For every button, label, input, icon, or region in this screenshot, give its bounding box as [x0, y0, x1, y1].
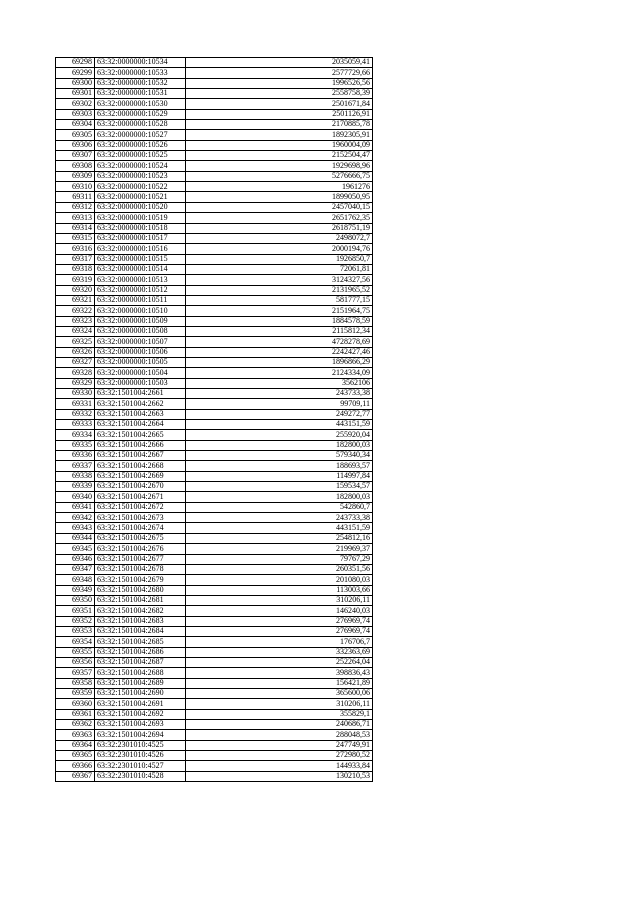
- table-row: [56, 254, 373, 264]
- table-row: [56, 575, 373, 585]
- row-number-cell: 69312: [56, 202, 95, 212]
- table-row: [56, 357, 373, 367]
- cadastral-number-cell: 63:32:1501004:2665: [95, 430, 186, 440]
- cadastral-value-cell: 79767,29: [186, 554, 373, 564]
- row-number-cell: 69302: [56, 99, 95, 109]
- cadastral-number-cell: 63:32:1501004:2680: [95, 585, 186, 595]
- row-number-cell: 69322: [56, 306, 95, 316]
- row-number-cell: 69299: [56, 68, 95, 78]
- cadastral-number-cell: 63:32:0000000:10512: [95, 285, 186, 295]
- row-number-cell: 69345: [56, 544, 95, 554]
- table-row: [56, 451, 373, 461]
- table-row: [56, 533, 373, 543]
- cadastral-number-cell: 63:32:0000000:10517: [95, 233, 186, 243]
- row-number-cell: 69326: [56, 347, 95, 357]
- cadastral-number-cell: 63:32:1501004:2694: [95, 730, 186, 740]
- cadastral-value-cell: 1884578,59: [186, 316, 373, 326]
- row-number-cell: 69318: [56, 264, 95, 274]
- cadastral-number-cell: 63:32:0000000:10528: [95, 120, 186, 130]
- cadastral-number-cell: 63:32:1501004:2673: [95, 513, 186, 523]
- row-number-cell: 69357: [56, 668, 95, 678]
- cadastral-number-cell: 63:32:0000000:10520: [95, 202, 186, 212]
- row-number-cell: 69350: [56, 595, 95, 605]
- table-row: [56, 709, 373, 719]
- cadastral-value-cell: 249272,77: [186, 409, 373, 419]
- table-row: [56, 326, 373, 336]
- table-row: [56, 347, 373, 357]
- cadastral-value-cell: 146240,03: [186, 606, 373, 616]
- cadastral-number-cell: 63:32:0000000:10519: [95, 213, 186, 223]
- row-number-cell: 69298: [56, 58, 95, 68]
- cadastral-value-cell: 114997,84: [186, 471, 373, 481]
- cadastral-value-cell: 252264,04: [186, 657, 373, 667]
- cadastral-number-cell: 63:32:0000000:10509: [95, 316, 186, 326]
- cadastral-number-cell: 63:32:0000000:10534: [95, 58, 186, 68]
- cadastral-number-cell: 63:32:1501004:2663: [95, 409, 186, 419]
- cadastral-value-cell: 72061,81: [186, 264, 373, 274]
- table-row: [56, 68, 373, 78]
- row-number-cell: 69351: [56, 606, 95, 616]
- row-number-cell: 69337: [56, 461, 95, 471]
- table-row: [56, 182, 373, 192]
- cadastral-number-cell: 63:32:0000000:10525: [95, 151, 186, 161]
- row-number-cell: 69363: [56, 730, 95, 740]
- cadastral-value-cell: 130210,53: [186, 771, 373, 781]
- row-number-cell: 69335: [56, 440, 95, 450]
- table-body: [56, 58, 373, 782]
- row-number-cell: 69359: [56, 688, 95, 698]
- cadastral-value-cell: 2131965,52: [186, 285, 373, 295]
- cadastral-value-cell: 113003,66: [186, 585, 373, 595]
- cadastral-number-cell: 63:32:1501004:2678: [95, 564, 186, 574]
- table-row: [56, 78, 373, 88]
- table-row: [56, 140, 373, 150]
- table-row: [56, 89, 373, 99]
- table-row: [56, 389, 373, 399]
- table-row: [56, 58, 373, 68]
- cadastral-number-cell: 63:32:0000000:10515: [95, 254, 186, 264]
- row-number-cell: 69305: [56, 130, 95, 140]
- cadastral-value-cell: 2151964,75: [186, 306, 373, 316]
- row-number-cell: 69309: [56, 171, 95, 181]
- cadastral-number-cell: 63:32:1501004:2677: [95, 554, 186, 564]
- cadastral-number-cell: 63:32:0000000:10504: [95, 368, 186, 378]
- cadastral-value-cell: 1892305,91: [186, 130, 373, 140]
- table-row: [56, 502, 373, 512]
- cadastral-number-cell: 63:32:1501004:2662: [95, 399, 186, 409]
- cadastral-number-cell: 63:32:0000000:10514: [95, 264, 186, 274]
- cadastral-value-cell: 5276666,75: [186, 171, 373, 181]
- row-number-cell: 69352: [56, 616, 95, 626]
- row-number-cell: 69308: [56, 161, 95, 171]
- cadastral-value-cell: 99709,11: [186, 399, 373, 409]
- cadastral-value-cell: 332363,69: [186, 647, 373, 657]
- cadastral-value-cell: 365600,06: [186, 688, 373, 698]
- row-number-cell: 69332: [56, 409, 95, 419]
- table-row: [56, 751, 373, 761]
- row-number-cell: 69349: [56, 585, 95, 595]
- table-row: [56, 761, 373, 771]
- row-number-cell: 69304: [56, 120, 95, 130]
- row-number-cell: 69354: [56, 637, 95, 647]
- table-row: [56, 399, 373, 409]
- cadastral-value-cell: 4728278,69: [186, 337, 373, 347]
- cadastral-value-cell: 2457040,15: [186, 202, 373, 212]
- table-row: [56, 337, 373, 347]
- cadastral-value-cell: 2115812,34: [186, 326, 373, 336]
- table-row: [56, 699, 373, 709]
- cadastral-value-cell: 2124334,09: [186, 368, 373, 378]
- table-row: [56, 161, 373, 171]
- table-row: [56, 668, 373, 678]
- table-row: [56, 285, 373, 295]
- cadastral-value-cell: 2000194,76: [186, 244, 373, 254]
- row-number-cell: 69315: [56, 233, 95, 243]
- row-number-cell: 69320: [56, 285, 95, 295]
- cadastral-number-cell: 63:32:1501004:2668: [95, 461, 186, 471]
- cadastral-number-cell: 63:32:0000000:10522: [95, 182, 186, 192]
- cadastral-value-cell: 398836,43: [186, 668, 373, 678]
- row-number-cell: 69358: [56, 678, 95, 688]
- table-row: [56, 440, 373, 450]
- cadastral-value-cell: 156421,89: [186, 678, 373, 688]
- table-row: [56, 213, 373, 223]
- cadastral-value-cell: 2501126,91: [186, 109, 373, 119]
- table-row: [56, 316, 373, 326]
- table-row: [56, 275, 373, 285]
- cadastral-value-cell: 2501671,84: [186, 99, 373, 109]
- cadastral-value-cell: 443151,59: [186, 523, 373, 533]
- row-number-cell: 69310: [56, 182, 95, 192]
- table-row: [56, 523, 373, 533]
- cadastral-value-cell: 254812,16: [186, 533, 373, 543]
- row-number-cell: 69365: [56, 751, 95, 761]
- table-row: [56, 606, 373, 616]
- cadastral-value-cell: 1929698,96: [186, 161, 373, 171]
- cadastral-number-cell: 63:32:0000000:10523: [95, 171, 186, 181]
- table-row: [56, 720, 373, 730]
- cadastral-number-cell: 63:32:1501004:2679: [95, 575, 186, 585]
- row-number-cell: 69341: [56, 502, 95, 512]
- cadastral-number-cell: 63:32:2301010:4525: [95, 740, 186, 750]
- row-number-cell: 69317: [56, 254, 95, 264]
- row-number-cell: 69316: [56, 244, 95, 254]
- row-number-cell: 69340: [56, 492, 95, 502]
- cadastral-number-cell: 63:32:0000000:10505: [95, 357, 186, 367]
- cadastral-value-cell: 182800,03: [186, 440, 373, 450]
- table-row: [56, 420, 373, 430]
- table-row: [56, 120, 373, 130]
- row-number-cell: 69301: [56, 89, 95, 99]
- row-number-cell: 69311: [56, 192, 95, 202]
- table-row: [56, 492, 373, 502]
- cadastral-value-cell: 2618751,19: [186, 223, 373, 233]
- cadastral-value-cell: 1961276: [186, 182, 373, 192]
- row-number-cell: 69327: [56, 357, 95, 367]
- table-row: [56, 647, 373, 657]
- table-row: [56, 378, 373, 388]
- cadastral-value-cell: 310206,11: [186, 595, 373, 605]
- row-number-cell: 69319: [56, 275, 95, 285]
- cadastral-number-cell: 63:32:1501004:2675: [95, 533, 186, 543]
- cadastral-number-cell: 63:32:0000000:10506: [95, 347, 186, 357]
- cadastral-value-cell: 276969,74: [186, 626, 373, 636]
- cadastral-value-cell: 176706,7: [186, 637, 373, 647]
- cadastral-value-cell: 188693,57: [186, 461, 373, 471]
- row-number-cell: 69346: [56, 554, 95, 564]
- cadastral-number-cell: 63:32:1501004:2685: [95, 637, 186, 647]
- cadastral-value-cell: 243733,38: [186, 513, 373, 523]
- row-number-cell: 69334: [56, 430, 95, 440]
- cadastral-value-cell: 542860,7: [186, 502, 373, 512]
- row-number-cell: 69344: [56, 533, 95, 543]
- cadastral-number-cell: 63:32:1501004:2689: [95, 678, 186, 688]
- cadastral-value-cell: 219969,37: [186, 544, 373, 554]
- table-row: [56, 513, 373, 523]
- cadastral-number-cell: 63:32:1501004:2670: [95, 482, 186, 492]
- cadastral-number-cell: 63:32:1501004:2661: [95, 389, 186, 399]
- cadastral-number-cell: 63:32:1501004:2692: [95, 709, 186, 719]
- table-row: [56, 109, 373, 119]
- cadastral-number-cell: 63:32:1501004:2684: [95, 626, 186, 636]
- cadastral-number-cell: 63:32:0000000:10530: [95, 99, 186, 109]
- cadastral-value-cell: 201080,03: [186, 575, 373, 585]
- cadastral-value-cell: 3124327,56: [186, 275, 373, 285]
- cadastral-number-cell: 63:32:0000000:10532: [95, 78, 186, 88]
- cadastral-number-cell: 63:32:0000000:10510: [95, 306, 186, 316]
- row-number-cell: 69314: [56, 223, 95, 233]
- row-number-cell: 69343: [56, 523, 95, 533]
- row-number-cell: 69339: [56, 482, 95, 492]
- cadastral-value-cell: 2651762,35: [186, 213, 373, 223]
- row-number-cell: 69303: [56, 109, 95, 119]
- cadastral-value-cell: 288048,53: [186, 730, 373, 740]
- cadastral-value-cell: 159534,57: [186, 482, 373, 492]
- cadastral-value-cell: 240686,71: [186, 720, 373, 730]
- row-number-cell: 69342: [56, 513, 95, 523]
- cadastral-value-cell: 581777,15: [186, 295, 373, 305]
- cadastral-number-cell: 63:32:0000000:10503: [95, 378, 186, 388]
- cadastral-value-cell: 272980,52: [186, 751, 373, 761]
- table-row: [56, 637, 373, 647]
- cadastral-number-cell: 63:32:2301010:4527: [95, 761, 186, 771]
- cadastral-value-cell: 579340,34: [186, 451, 373, 461]
- cadastral-value-cell: 1960004,09: [186, 140, 373, 150]
- cadastral-number-cell: 63:32:0000000:10529: [95, 109, 186, 119]
- cadastral-number-cell: 63:32:1501004:2674: [95, 523, 186, 533]
- cadastral-value-cell: 2152504,47: [186, 151, 373, 161]
- row-number-cell: 69348: [56, 575, 95, 585]
- table-row: [56, 306, 373, 316]
- table-row: [56, 771, 373, 781]
- table-row: [56, 430, 373, 440]
- table-row: [56, 130, 373, 140]
- row-number-cell: 69364: [56, 740, 95, 750]
- cadastral-number-cell: 63:32:0000000:10516: [95, 244, 186, 254]
- table-row: [56, 171, 373, 181]
- table-row: [56, 626, 373, 636]
- table-row: [56, 461, 373, 471]
- cadastral-value-cell: 182800,03: [186, 492, 373, 502]
- table-row: [56, 544, 373, 554]
- row-number-cell: 69362: [56, 720, 95, 730]
- cadastral-number-cell: 63:32:0000000:10508: [95, 326, 186, 336]
- cadastral-number-cell: 63:32:1501004:2686: [95, 647, 186, 657]
- cadastral-value-cell: 2558758,39: [186, 89, 373, 99]
- cadastral-value-cell: 355829,1: [186, 709, 373, 719]
- cadastral-value-cell: 144933,84: [186, 761, 373, 771]
- table-row: [56, 295, 373, 305]
- cadastral-number-cell: 63:32:1501004:2687: [95, 657, 186, 667]
- cadastral-value-table: [55, 57, 373, 782]
- cadastral-value-cell: 260351,56: [186, 564, 373, 574]
- cadastral-number-cell: 63:32:1501004:2683: [95, 616, 186, 626]
- cadastral-number-cell: 63:32:1501004:2664: [95, 420, 186, 430]
- table-row: [56, 657, 373, 667]
- table-row: [56, 616, 373, 626]
- cadastral-number-cell: 63:32:0000000:10521: [95, 192, 186, 202]
- cadastral-number-cell: 63:32:0000000:10507: [95, 337, 186, 347]
- table-row: [56, 202, 373, 212]
- table-row: [56, 192, 373, 202]
- cadastral-number-cell: 63:32:2301010:4526: [95, 751, 186, 761]
- row-number-cell: 69325: [56, 337, 95, 347]
- cadastral-number-cell: 63:32:0000000:10524: [95, 161, 186, 171]
- row-number-cell: 69306: [56, 140, 95, 150]
- table-row: [56, 554, 373, 564]
- cadastral-value-cell: 276969,74: [186, 616, 373, 626]
- cadastral-value-cell: 247749,91: [186, 740, 373, 750]
- cadastral-value-cell: 310206,11: [186, 699, 373, 709]
- table-row: [56, 223, 373, 233]
- cadastral-number-cell: 63:32:2301010:4528: [95, 771, 186, 781]
- cadastral-value-cell: 255920,04: [186, 430, 373, 440]
- row-number-cell: 69330: [56, 389, 95, 399]
- cadastral-value-cell: 1926850,7: [186, 254, 373, 264]
- row-number-cell: 69321: [56, 295, 95, 305]
- row-number-cell: 69353: [56, 626, 95, 636]
- row-number-cell: 69329: [56, 378, 95, 388]
- cadastral-number-cell: 63:32:1501004:2666: [95, 440, 186, 450]
- cadastral-number-cell: 63:32:1501004:2681: [95, 595, 186, 605]
- table-row: [56, 585, 373, 595]
- table-row: [56, 99, 373, 109]
- row-number-cell: 69360: [56, 699, 95, 709]
- cadastral-number-cell: 63:32:0000000:10526: [95, 140, 186, 150]
- cadastral-value-cell: 2577729,66: [186, 68, 373, 78]
- cadastral-value-cell: 1899050,95: [186, 192, 373, 202]
- table-row: [56, 595, 373, 605]
- cadastral-value-cell: 1996526,56: [186, 78, 373, 88]
- row-number-cell: 69324: [56, 326, 95, 336]
- cadastral-value-cell: 2035059,41: [186, 58, 373, 68]
- row-number-cell: 69355: [56, 647, 95, 657]
- table-row: [56, 471, 373, 481]
- cadastral-number-cell: 63:32:1501004:2667: [95, 451, 186, 461]
- table-row: [56, 740, 373, 750]
- cadastral-number-cell: 63:32:0000000:10527: [95, 130, 186, 140]
- row-number-cell: 69361: [56, 709, 95, 719]
- table-row: [56, 264, 373, 274]
- table-row: [56, 233, 373, 243]
- cadastral-number-cell: 63:32:1501004:2688: [95, 668, 186, 678]
- row-number-cell: 69307: [56, 151, 95, 161]
- row-number-cell: 69300: [56, 78, 95, 88]
- cadastral-number-cell: 63:32:0000000:10531: [95, 89, 186, 99]
- cadastral-value-cell: 2242427,46: [186, 347, 373, 357]
- cadastral-number-cell: 63:32:0000000:10518: [95, 223, 186, 233]
- cadastral-number-cell: 63:32:1501004:2669: [95, 471, 186, 481]
- row-number-cell: 69367: [56, 771, 95, 781]
- table-row: [56, 678, 373, 688]
- cadastral-number-cell: 63:32:1501004:2691: [95, 699, 186, 709]
- row-number-cell: 69366: [56, 761, 95, 771]
- cadastral-number-cell: 63:32:1501004:2672: [95, 502, 186, 512]
- table-row: [56, 409, 373, 419]
- table-row: [56, 482, 373, 492]
- table-row: [56, 368, 373, 378]
- row-number-cell: 69313: [56, 213, 95, 223]
- cadastral-number-cell: 63:32:1501004:2690: [95, 688, 186, 698]
- cadastral-value-cell: 2498072,7: [186, 233, 373, 243]
- cadastral-number-cell: 63:32:1501004:2682: [95, 606, 186, 616]
- row-number-cell: 69331: [56, 399, 95, 409]
- table-row: [56, 151, 373, 161]
- cadastral-value-cell: 243733,38: [186, 389, 373, 399]
- row-number-cell: 69333: [56, 420, 95, 430]
- row-number-cell: 69338: [56, 471, 95, 481]
- cadastral-number-cell: 63:32:0000000:10513: [95, 275, 186, 285]
- cadastral-number-cell: 63:32:0000000:10511: [95, 295, 186, 305]
- table-row: [56, 244, 373, 254]
- cadastral-value-cell: 1896866,29: [186, 357, 373, 367]
- cadastral-number-cell: 63:32:0000000:10533: [95, 68, 186, 78]
- row-number-cell: 69323: [56, 316, 95, 326]
- cadastral-number-cell: 63:32:1501004:2693: [95, 720, 186, 730]
- row-number-cell: 69336: [56, 451, 95, 461]
- table-row: [56, 564, 373, 574]
- cadastral-number-cell: 63:32:1501004:2676: [95, 544, 186, 554]
- cadastral-value-cell: 2170885,78: [186, 120, 373, 130]
- row-number-cell: 69328: [56, 368, 95, 378]
- cadastral-value-cell: 443151,59: [186, 420, 373, 430]
- row-number-cell: 69347: [56, 564, 95, 574]
- table-row: [56, 688, 373, 698]
- cadastral-number-cell: 63:32:1501004:2671: [95, 492, 186, 502]
- row-number-cell: 69356: [56, 657, 95, 667]
- cadastral-value-cell: 3562106: [186, 378, 373, 388]
- table-row: [56, 730, 373, 740]
